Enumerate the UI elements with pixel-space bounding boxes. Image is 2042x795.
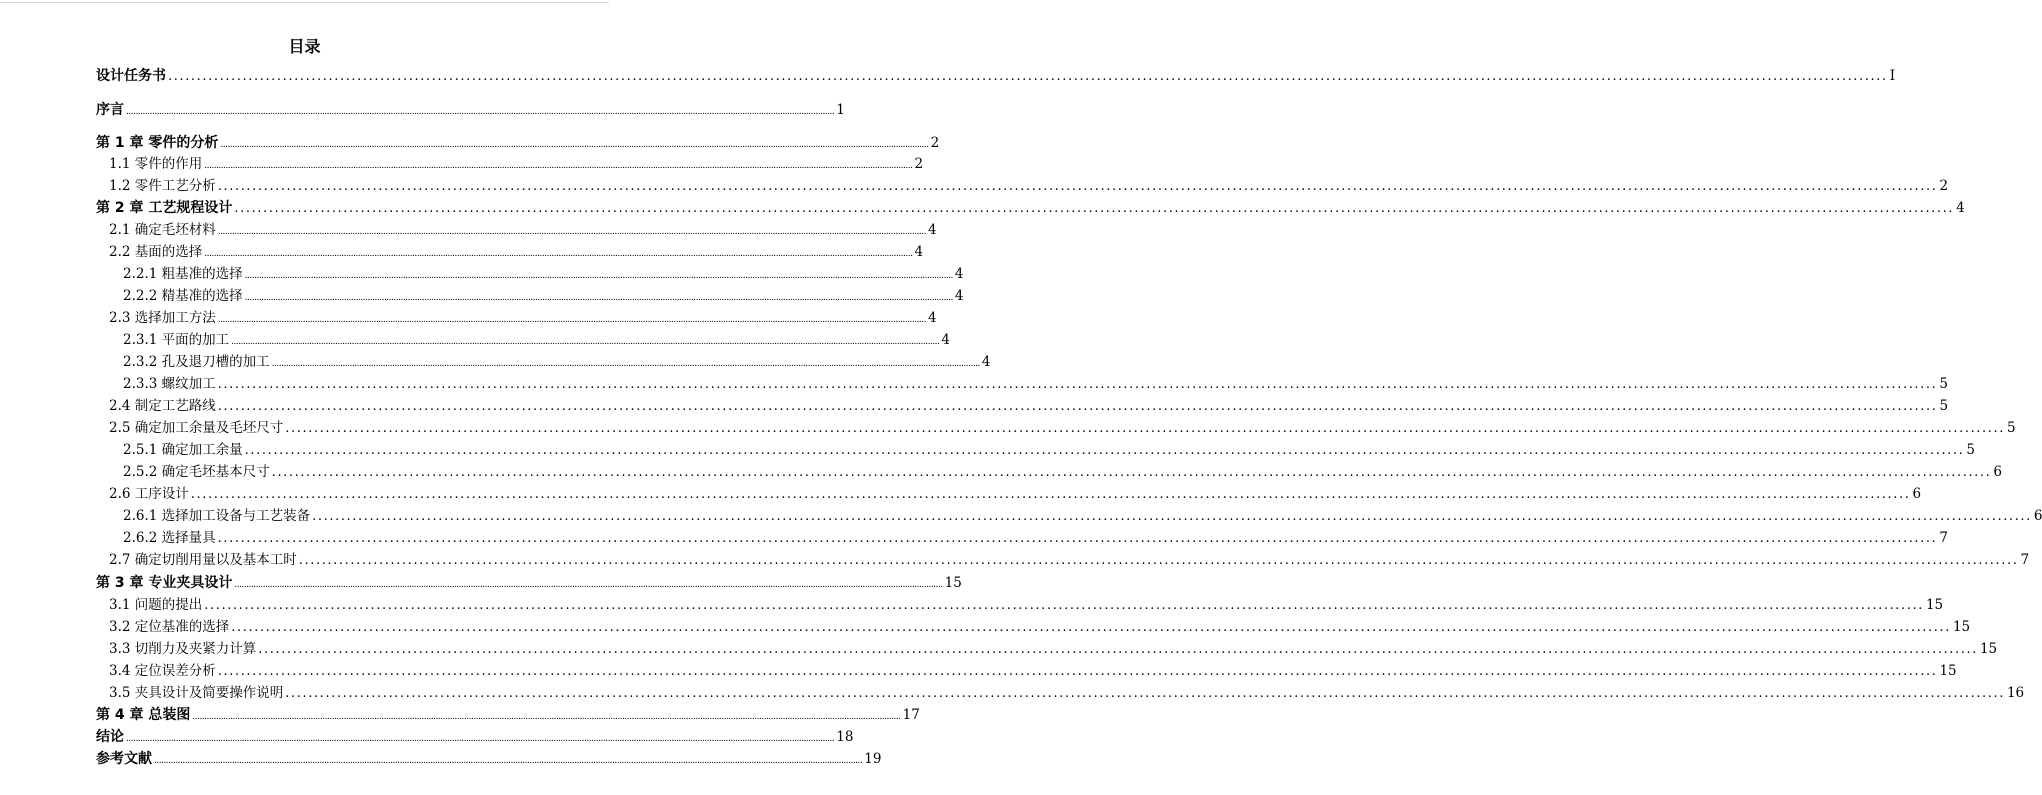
toc-entry-label: 第 1 章 零件的分析 bbox=[96, 135, 219, 151]
toc-entry[interactable] bbox=[123, 440, 1975, 460]
toc-entry-page: 15 bbox=[1925, 597, 1944, 613]
toc-dot-leader: ............................................................................................................................................................................................................................................................................................................ bbox=[204, 249, 913, 259]
toc-entry[interactable] bbox=[123, 264, 964, 284]
page-top-border bbox=[0, 2, 609, 3]
toc-dot-leader: ............................................................................................................................................................................................................................................................................................................ bbox=[234, 580, 943, 590]
toc-entry-label: 第 3 章 专业夹具设计 bbox=[96, 575, 233, 591]
toc-entry-page: 15 bbox=[1979, 641, 1998, 657]
toc-entry-label: 参考文献 bbox=[96, 751, 152, 767]
toc-entry-label: 2.2.2 精基准的选择 bbox=[123, 288, 243, 304]
toc-entry-page: 4 bbox=[914, 244, 924, 260]
toc-entry-label: 第 4 章 总装图 bbox=[96, 707, 191, 723]
toc-entry[interactable] bbox=[109, 154, 924, 174]
toc-entry-page: 5 bbox=[1966, 442, 1975, 458]
toc-entry-label: 2.6.2 选择量具 bbox=[123, 530, 216, 546]
toc-entry[interactable] bbox=[109, 617, 1971, 637]
toc-dot-leader: ............................................................................................................................................................................................................................................................................................................ bbox=[298, 553, 2019, 568]
toc-entry-label: 2.5.1 确定加工余量 bbox=[123, 442, 243, 458]
toc-dot-leader: ............................................................................................................................................................................................................................................................................................................ bbox=[244, 271, 953, 281]
toc-entry-page: 2 bbox=[914, 156, 924, 172]
toc-dot-leader: ............................................................................................................................................................................................................................................................................................................ bbox=[271, 465, 1992, 480]
toc-entry-label: 3.5 夹具设计及简要操作说明 bbox=[109, 685, 284, 701]
toc-entry-label: 2.6 工序设计 bbox=[109, 486, 189, 502]
toc-entry-label: 2.2 基面的选择 bbox=[109, 244, 203, 260]
toc-entry[interactable] bbox=[109, 418, 2016, 438]
toc-entry-label: 2.3.3 螺纹加工 bbox=[123, 376, 216, 392]
toc-entry-page: 17 bbox=[902, 707, 920, 723]
toc-dot-leader: ............................................................................................................................................................................................................................................................................................................ bbox=[126, 734, 835, 744]
toc-dot-leader: ............................................................................................................................................................................................................................................................................................................ bbox=[285, 686, 2005, 701]
toc-entry-label: 结论 bbox=[96, 729, 124, 745]
toc-entry-label: 2.3.1 平面的加工 bbox=[123, 332, 230, 348]
toc-entry-label: 1.1 零件的作用 bbox=[109, 156, 203, 172]
toc-entry[interactable] bbox=[123, 330, 951, 350]
toc-dot-leader: ............................................................................................................................................................................................................................................................................................................ bbox=[231, 337, 940, 347]
toc-entry-page: 2 bbox=[930, 135, 940, 151]
toc-entry-page: 5 bbox=[2006, 420, 2016, 436]
toc-dot-leader: ............................................................................................................................................................................................................................................................................................................ bbox=[312, 509, 2032, 524]
toc-dot-leader: ............................................................................................................................................................................................................................................................................................................ bbox=[217, 664, 1938, 679]
toc-dot-leader: ............................................................................................................................................................................................................................................................................................................ bbox=[192, 712, 901, 722]
toc-entry-label: 2.1 确定毛坯材料 bbox=[109, 222, 216, 238]
toc-entry-page: 6 bbox=[1993, 464, 2002, 480]
toc-dot-leader: ............................................................................................................................................................................................................................................................................................................ bbox=[217, 227, 927, 237]
toc-entry[interactable] bbox=[109, 396, 1949, 416]
toc-entry[interactable] bbox=[109, 595, 1944, 615]
toc-entry[interactable] bbox=[96, 573, 962, 593]
toc-entry[interactable] bbox=[109, 639, 1998, 659]
toc-entry-page: 4 bbox=[981, 354, 991, 370]
toc-entry-page: I bbox=[1889, 68, 1896, 84]
toc-dot-leader: ............................................................................................................................................................................................................................................................................................................ bbox=[190, 487, 1911, 502]
toc-entry-page: 4 bbox=[928, 310, 937, 326]
toc-entry-page: 15 bbox=[1939, 663, 1957, 679]
toc-entry-page: 18 bbox=[836, 729, 854, 745]
toc-dot-leader: ............................................................................................................................................................................................................................................................................................................ bbox=[285, 421, 2005, 436]
toc-entry[interactable] bbox=[109, 308, 937, 328]
toc-entry-label: 2.5.2 确定毛坯基本尺寸 bbox=[123, 464, 270, 480]
toc-dot-leader: ............................................................................................................................................................................................................................................................................................................ bbox=[258, 642, 1978, 657]
toc-entry-label: 2.5 确定加工余量及毛坯尺寸 bbox=[109, 420, 284, 436]
toc-dot-leader: ............................................................................................................................................................................................................................................................................................................ bbox=[220, 140, 929, 150]
toc-entry[interactable] bbox=[123, 528, 1948, 548]
toc-entry[interactable] bbox=[109, 242, 924, 262]
toc-entry-label: 3.3 切削力及夹紧力计算 bbox=[109, 641, 257, 657]
toc-entry[interactable] bbox=[123, 286, 964, 306]
toc-dot-leader: ............................................................................................................................................................................................................................................................................................................ bbox=[154, 756, 863, 766]
toc-entry-label: 3.4 定位误差分析 bbox=[109, 663, 216, 679]
toc-entry-page: 2 bbox=[1939, 178, 1949, 194]
toc-dot-leader: ............................................................................................................................................................................................................................................................................................................ bbox=[204, 161, 913, 171]
toc-entry[interactable] bbox=[109, 661, 1957, 681]
toc-entry[interactable] bbox=[123, 506, 2042, 526]
toc-entry-label: 2.6.1 选择加工设备与工艺装备 bbox=[123, 508, 311, 524]
toc-entry-page: 16 bbox=[2006, 685, 2025, 701]
toc-entry-label: 3.1 问题的提出 bbox=[109, 597, 203, 613]
toc-entry-page: 19 bbox=[864, 751, 882, 767]
toc-entry[interactable] bbox=[123, 374, 1948, 394]
toc-dot-leader: ............................................................................................................................................................................................................................................................................................................ bbox=[234, 201, 1955, 216]
toc-dot-leader: ............................................................................................................................................................................................................................................................................................................ bbox=[217, 377, 1938, 392]
toc-entry[interactable] bbox=[109, 176, 1949, 196]
toc-entry-page: 4 bbox=[928, 222, 937, 238]
toc-entry[interactable] bbox=[96, 66, 1896, 86]
toc-dot-leader: ............................................................................................................................................................................................................................................................................................................ bbox=[217, 531, 1938, 546]
toc-entry[interactable] bbox=[96, 705, 920, 725]
toc-entry-label: 2.7 确定切削用量以及基本工时 bbox=[109, 552, 297, 568]
toc-entry-page: 4 bbox=[954, 266, 964, 282]
toc-entry-page: 15 bbox=[1952, 619, 1971, 635]
toc-dot-leader: ............................................................................................................................................................................................................................................................................................................ bbox=[271, 359, 980, 369]
toc-entry[interactable] bbox=[123, 462, 2002, 482]
toc-entry-page: 6 bbox=[2033, 508, 2042, 524]
toc-entry[interactable] bbox=[123, 352, 991, 372]
toc-entry[interactable] bbox=[109, 550, 2030, 570]
toc-entry-page: 15 bbox=[944, 575, 962, 591]
toc-entry-label: 1.2 零件工艺分析 bbox=[109, 178, 216, 194]
toc-entry-page: 1 bbox=[836, 102, 845, 118]
toc-dot-leader: ............................................................................................................................................................................................................................................................................................................ bbox=[204, 598, 1924, 613]
toc-entry-page: 4 bbox=[1956, 200, 1965, 216]
toc-dot-leader: ............................................................................................................................................................................................................................................................................................................ bbox=[126, 107, 835, 117]
toc-entry-label: 3.2 定位基准的选择 bbox=[109, 619, 230, 635]
toc-entry-page: 4 bbox=[954, 288, 964, 304]
page-title: 目录 bbox=[288, 37, 321, 56]
toc-entry-label: 第 2 章 工艺规程设计 bbox=[96, 200, 233, 216]
toc-entry[interactable] bbox=[109, 484, 1922, 504]
toc-dot-leader: ............................................................................................................................................................................................................................................................................................................ bbox=[217, 315, 927, 325]
toc-entry[interactable] bbox=[96, 749, 882, 769]
toc-dot-leader: ............................................................................................................................................................................................................................................................................................................ bbox=[217, 399, 1938, 414]
toc-entry-label: 2.2.1 粗基准的选择 bbox=[123, 266, 243, 282]
toc-dot-leader: ............................................................................................................................................................................................................................................................................................................ bbox=[168, 69, 1888, 84]
toc-entry-page: 5 bbox=[1939, 376, 1948, 392]
toc-entry-label: 2.4 制定工艺路线 bbox=[109, 398, 216, 414]
toc-entry[interactable] bbox=[109, 683, 2025, 703]
toc-entry-label: 2.3 选择加工方法 bbox=[109, 310, 216, 326]
toc-dot-leader: ............................................................................................................................................................................................................................................................................................................ bbox=[231, 620, 1951, 635]
toc-entry-label: 序言 bbox=[96, 102, 124, 118]
toc-entry[interactable] bbox=[96, 133, 940, 153]
toc-dot-leader: ............................................................................................................................................................................................................................................................................................................ bbox=[244, 293, 953, 303]
toc-entry-label: 设计任务书 bbox=[96, 68, 166, 84]
toc-entry[interactable] bbox=[109, 220, 937, 240]
toc-entry-page: 7 bbox=[1939, 530, 1948, 546]
toc-entry[interactable] bbox=[96, 727, 854, 747]
toc-dot-leader: ............................................................................................................................................................................................................................................................................................................ bbox=[244, 443, 1965, 458]
toc-entry-page: 5 bbox=[1939, 398, 1949, 414]
toc-entry[interactable] bbox=[96, 198, 1965, 218]
toc-entry[interactable] bbox=[96, 100, 845, 120]
toc-entry-page: 6 bbox=[1912, 486, 1922, 502]
toc-dot-leader: ............................................................................................................................................................................................................................................................................................................ bbox=[217, 179, 1938, 194]
toc-entry-label: 2.3.2 孔及退刀槽的加工 bbox=[123, 354, 270, 370]
toc-entry-page: 7 bbox=[2020, 552, 2030, 568]
toc-entry-page: 4 bbox=[941, 332, 951, 348]
